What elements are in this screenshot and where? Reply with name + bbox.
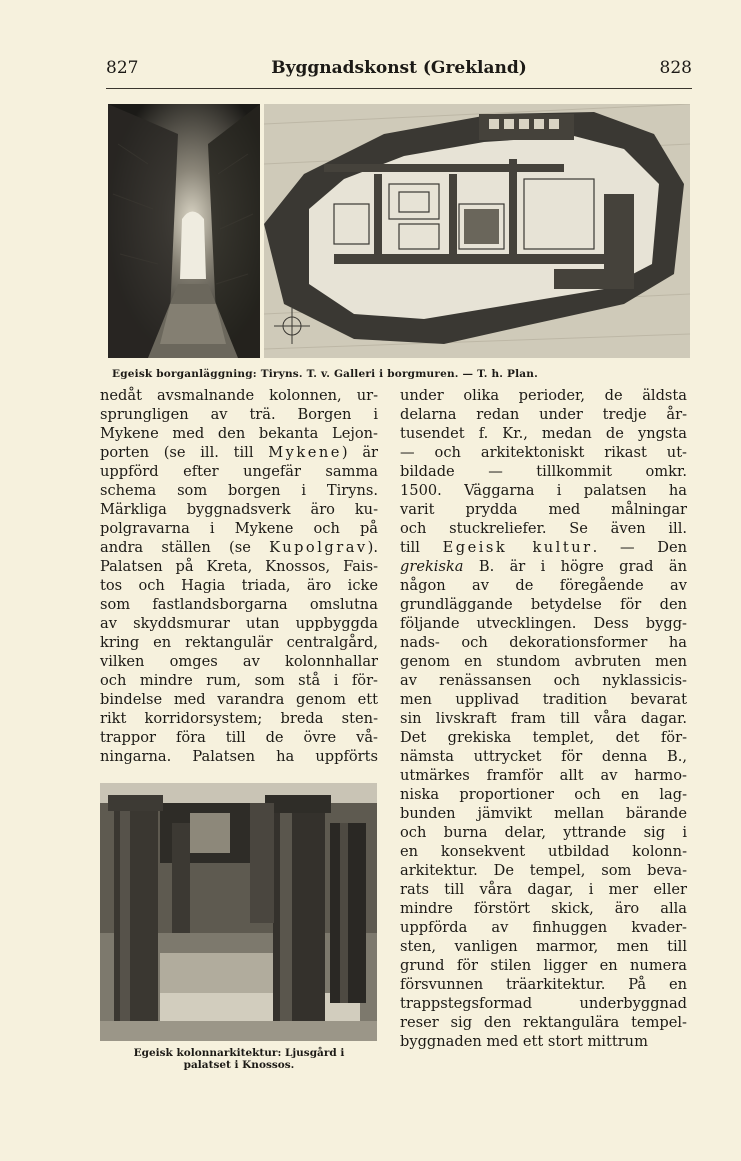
text-line: tos och Hagia triada, äro icke <box>100 577 378 594</box>
text-line: trappstegsformad underbyggnad <box>400 995 687 1012</box>
text-line: någon av de föregående av <box>400 577 687 594</box>
text-line: niska proportioner och en lag- <box>400 786 687 803</box>
text-line: följande utvecklingen. Dess bygg- <box>400 615 687 632</box>
text-line: grund för stilen ligger en numera <box>400 957 687 974</box>
text-line: byggnaden med ett stort mittrum <box>400 1033 648 1050</box>
text-line: och burna delar, yttrande sig i <box>400 824 687 841</box>
text-line: som fastlandsborgarna omslutna <box>100 596 378 613</box>
text-line: sin livskraft fram till våra dagar. <box>400 710 687 727</box>
bottom-caption <box>100 1047 378 1071</box>
text-line: bunden jämvikt mellan bärande <box>400 805 687 822</box>
plan-tiryns <box>264 104 690 358</box>
text-line: varit prydda med målningar <box>400 501 687 518</box>
text-line: trappor föra till de övre vå- <box>100 729 378 746</box>
text-line: bildade — tillkommit omkr. <box>400 463 687 480</box>
crossref-kupolgrav: Kupolgrav <box>269 539 368 556</box>
text-line: Mykene med den bekanta Lejon- <box>100 425 378 442</box>
text-line: grundläggande betydelse för den <box>400 596 687 613</box>
text-line: schema som borgen i Tiryns. <box>100 482 378 499</box>
text-line: Palatsen på Kreta, Knossos, Fais- <box>100 558 378 575</box>
text-line: uppförd efter ungefär samma <box>100 463 378 480</box>
page-header <box>106 58 692 86</box>
text-line: en konsekvent utbildad kolonn- <box>400 843 687 860</box>
crossref-mykene: Mykene <box>268 444 342 461</box>
text-line: polgravarna i Mykene och på <box>100 520 378 537</box>
text-line: Det grekiska templet, det för- <box>400 729 687 746</box>
text-line: — och arkitektoniskt rikast ut- <box>400 444 687 461</box>
text-line: rikt korridorsystem; breda sten- <box>100 710 378 727</box>
text-line: nedåt avsmalnande kolonnen, ur- <box>100 387 378 404</box>
caption-dash: — <box>462 368 474 380</box>
text-line: porten (se ill. till Mykene) är <box>100 444 378 461</box>
caption-tiryns: Egeisk borganläggning: Tiryns. T. v. <box>112 368 331 380</box>
text-line: av renässansen och nyklassicis- <box>400 672 687 689</box>
text-line: av skyddsmurar utan uppbyggda <box>100 615 378 632</box>
text-line: andra ställen (se Kupolgrav). <box>100 539 378 556</box>
running-title: Byggnadskonst (Grekland) <box>271 58 527 78</box>
text-line: och mindre rum, som stå i för- <box>100 672 378 689</box>
right-text-column <box>400 386 687 1051</box>
text-line: utmärkes framför allt av harmo- <box>400 767 687 784</box>
photo-tiryns-gallery <box>108 104 260 358</box>
text-line: delarna redan under tredje år- <box>400 406 687 423</box>
text-line: och stuckreliefer. Se även ill. <box>400 520 687 537</box>
header-rule <box>106 88 692 89</box>
caption-knossos-line2: palatset i Knossos. <box>183 1059 295 1071</box>
text-line: 1500. Väggarna i palatsen ha <box>400 482 687 499</box>
text-line: vilken omges av kolonnhallar <box>100 653 378 670</box>
text-line: under olika perioder, de äldsta <box>400 387 687 404</box>
caption-galleri: Galleri i borgmuren. <box>333 368 459 380</box>
text-line: tusendet f. Kr., medan de yngsta <box>400 425 687 442</box>
text-line: men upplivad tradition bevarat <box>400 691 687 708</box>
top-caption <box>112 368 697 380</box>
text-line: sprungligen av trä. Borgen i <box>100 406 378 423</box>
left-page-number: 827 <box>106 58 139 78</box>
text-line: nämsta uttrycket för denna B., <box>400 748 687 765</box>
grekiska-italic: grekiska <box>400 558 464 575</box>
text-line: bindelse med varandra genom ett <box>100 691 378 708</box>
text-line: till Egeisk kultur. — Den <box>400 539 687 556</box>
text-line: sten, vanligen marmor, men till <box>400 938 687 955</box>
caption-knossos-line1: Egeisk kolonnarkitektur: Ljusgård i <box>133 1047 345 1059</box>
crossref-egeisk-kultur: Egeisk kultur <box>442 539 593 556</box>
text-line: genom en stundom avbruten men <box>400 653 687 670</box>
text-line: ningarna. Palatsen ha uppförts <box>100 748 378 765</box>
text-line: kring en rektangulär centralgård, <box>100 634 378 651</box>
caption-plan: T. h. Plan. <box>477 368 538 380</box>
text-line: nads- och dekorationsformer ha <box>400 634 687 651</box>
text-line: Märkliga byggnadsverk äro ku- <box>100 501 378 518</box>
left-text-column <box>100 386 378 766</box>
text-line: grekiska B. är i högre grad än <box>400 558 687 575</box>
text-line: rats till våra dagar, i mer eller <box>400 881 687 898</box>
text-line: reser sig den rektangulära tempel- <box>400 1014 687 1031</box>
photo-knossos-columns <box>100 783 377 1041</box>
right-page-number: 828 <box>659 58 692 78</box>
text-line: mindre förstört skick, äro alla <box>400 900 687 917</box>
text-line: arkitektur. De tempel, som beva- <box>400 862 687 879</box>
text-line: försvunnen träarkitektur. På en <box>400 976 687 993</box>
text-line: uppförda av finhuggen kvader- <box>400 919 687 936</box>
